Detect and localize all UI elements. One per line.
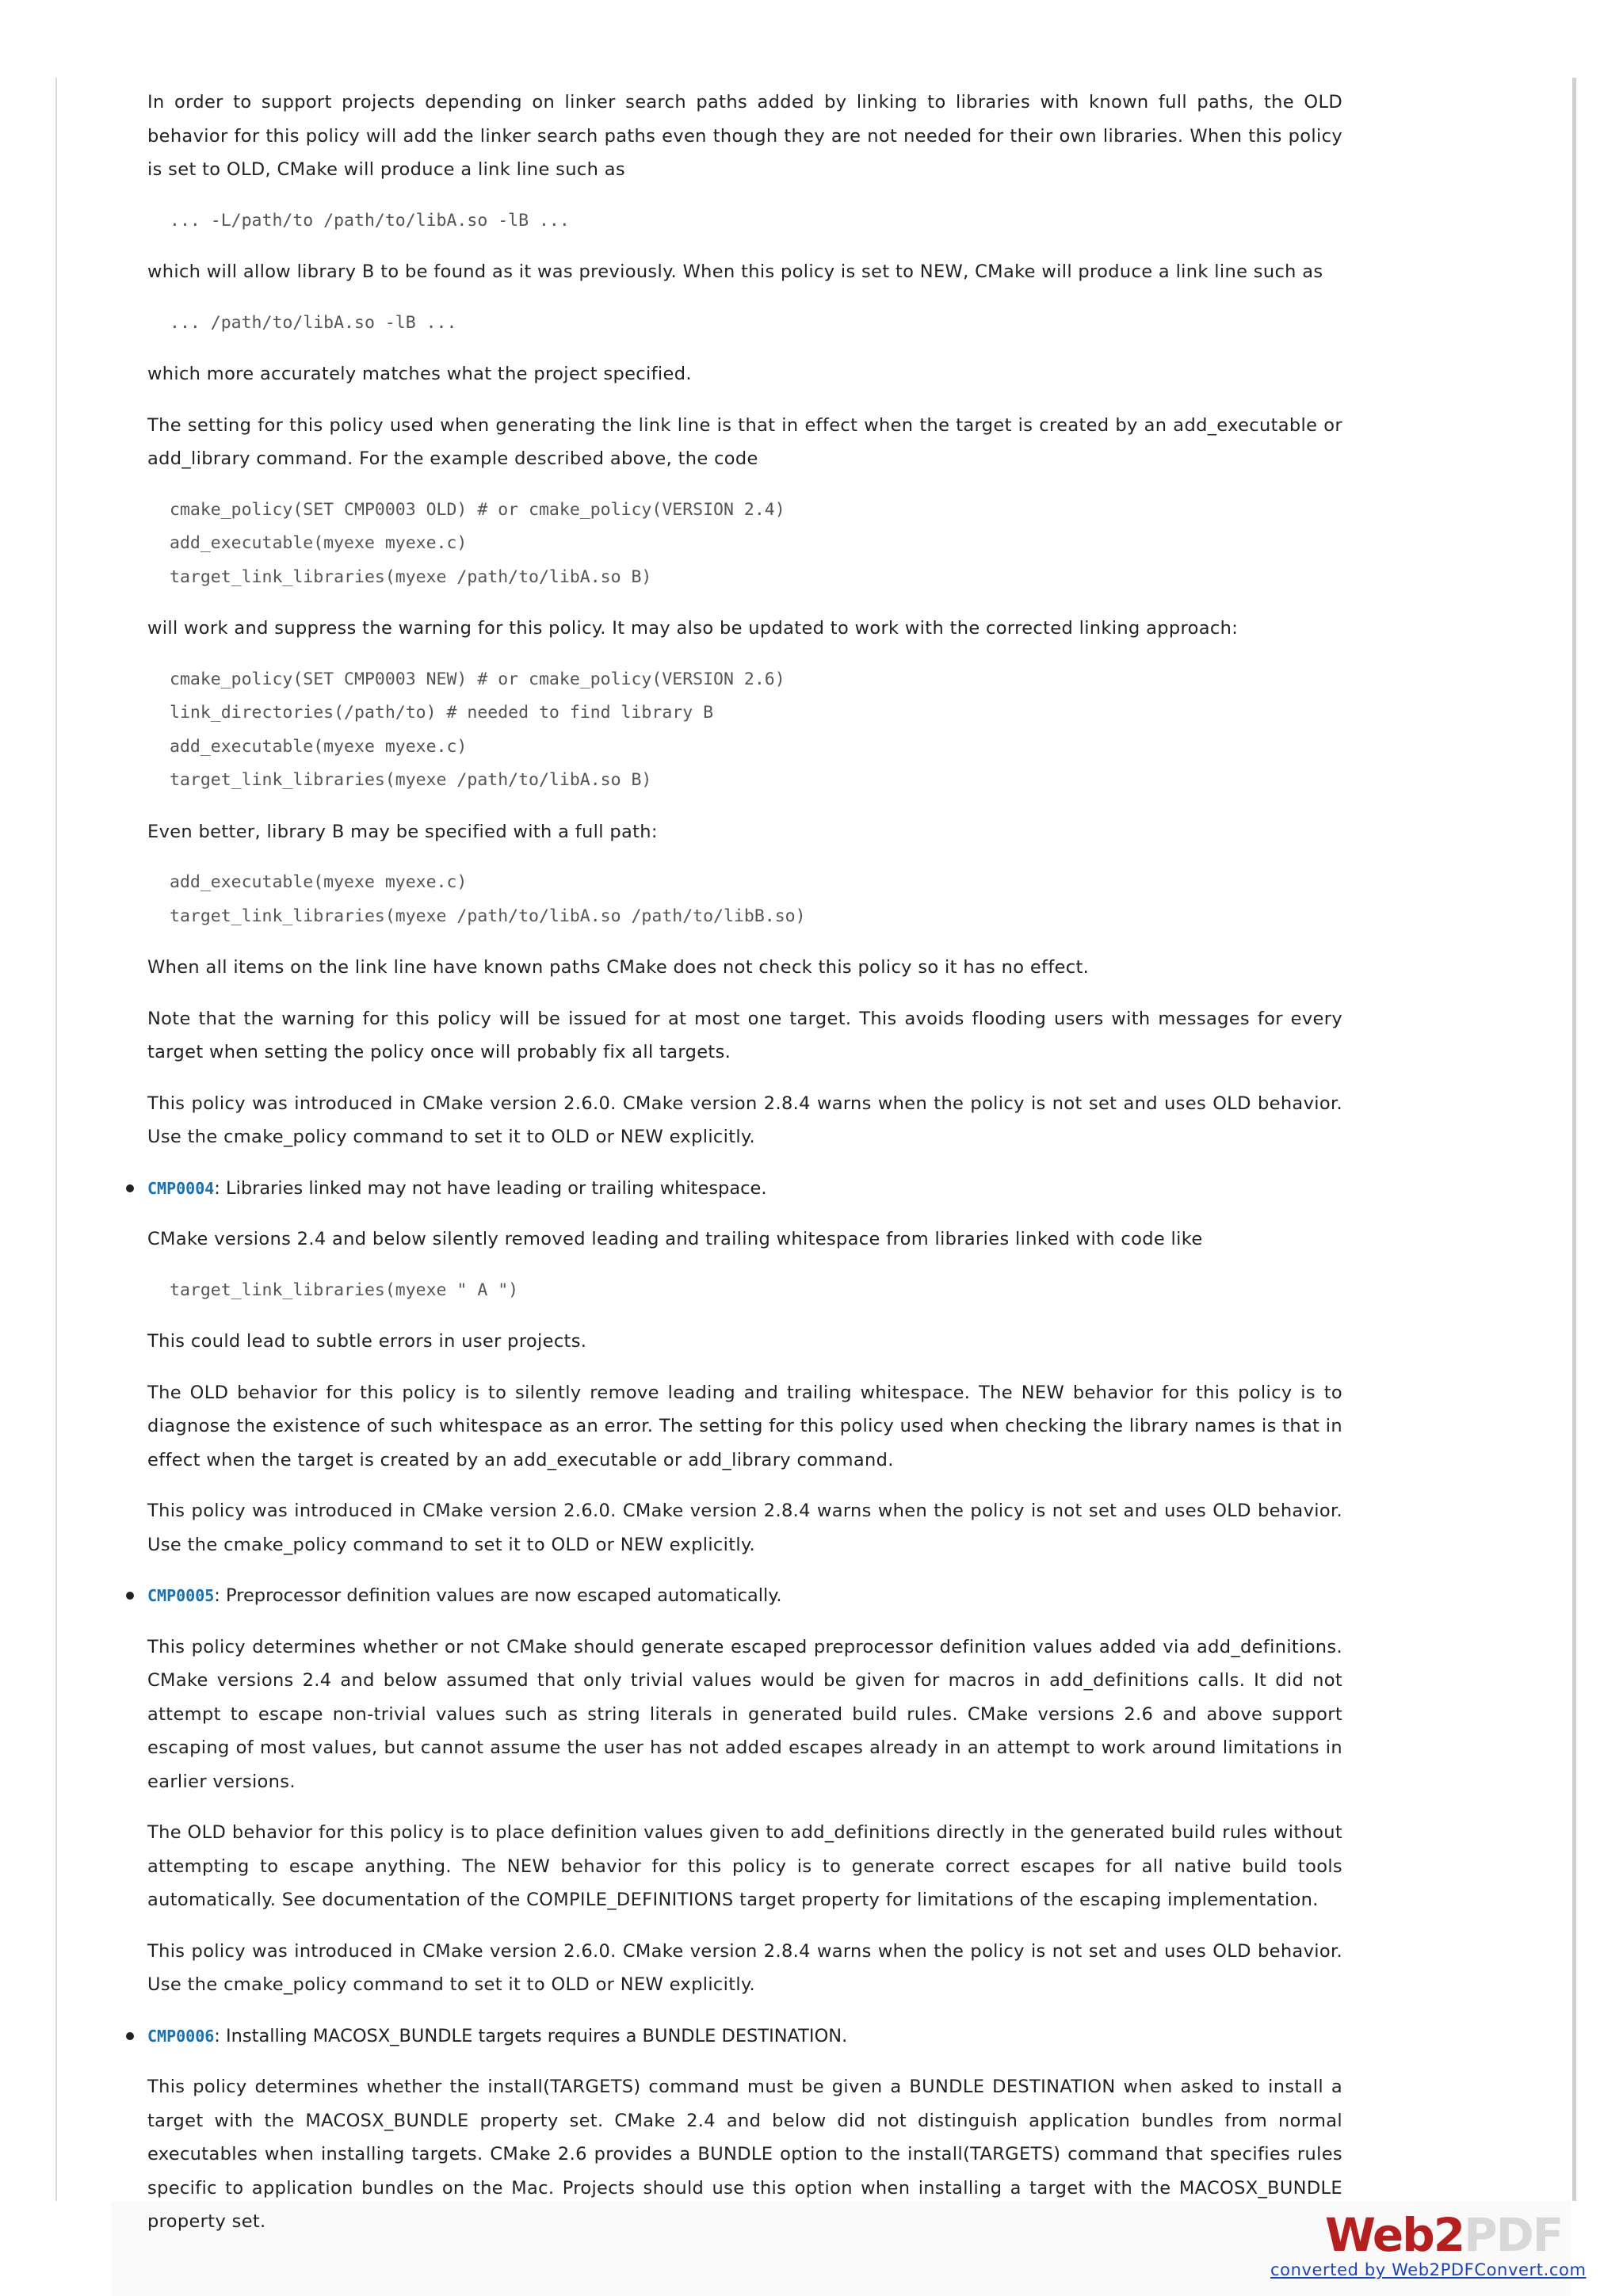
- document-content: [147, 86, 1342, 2256]
- policy-item-cmp0004: [147, 1172, 1342, 1206]
- converted-by-link[interactable]: converted by Web2PDFConvert.com: [1270, 2260, 1587, 2279]
- logo-web-text: Web: [1325, 2208, 1434, 2262]
- bullet-icon: [126, 2032, 134, 2040]
- code-block: add_executable(myexe myexe.c) target_link_libraries(myexe /path/to/libA.so /path/to/libB.so): [170, 872, 806, 926]
- logo-2-text: 2: [1433, 2208, 1465, 2262]
- code-block: ... -L/path/to /path/to/libA.so -lB ...: [170, 210, 570, 231]
- paragraph: This policy determines whether or not CMake should generate escaped preprocessor definition values added via add_definitions. CMake versions 2.4 and below assumed that only trivial values would be given for macros in add_definitions calls. It did not attempt to escape non-trivial values such as string literals in generated build rules. CMake versions 2.6 and above support escaping of most values, but cannot assume the user has not added escapes already in an attempt to work around limitations in earlier versions.: [147, 1636, 1342, 1792]
- policy-summary: : Installing MACOSX_BUNDLE targets requires a BUNDLE DESTINATION.: [214, 2025, 848, 2046]
- paragraph: When all items on the link line have known paths CMake does not check this policy so it has no effect.: [147, 957, 1090, 978]
- logo-pdf-text: PDF: [1464, 2208, 1563, 2262]
- policy-summary: : Preprocessor definition values are now escaped automatically.: [214, 1585, 782, 1606]
- paragraph: Note that the warning for this policy will be issued for at most one target. This avoids flooding users with messages for every target when setting the policy once will probably fix all targets.: [147, 1008, 1342, 1062]
- code-block: cmake_policy(SET CMP0003 OLD) # or cmake_policy(VERSION 2.4) add_executable(myexe myexe.c) target_link_libraries(myexe /path/to/libA.so B): [170, 499, 785, 587]
- bullet-icon: [126, 1184, 134, 1192]
- policy-link-cmp0006[interactable]: CMP0006: [147, 2026, 215, 2046]
- policy-summary: : Libraries linked may not have leading or trailing whitespace.: [214, 1177, 767, 1199]
- paragraph: The OLD behavior for this policy is to silently remove leading and trailing whitespace. The NEW behavior for this policy is to diagnose the existence of such whitespace as an error. The setting for this policy used when checking the library names is that in effect when the target is created by an add_executable or add_library command.: [147, 1382, 1342, 1470]
- paragraph: This policy was introduced in CMake version 2.6.0. CMake version 2.8.4 warns when the policy is not set and uses OLD behavior. Use the cmake_policy command to set it to OLD or NEW explicitly.: [147, 1501, 1342, 1555]
- paragraph: This policy was introduced in CMake version 2.6.0. CMake version 2.8.4 warns when the policy is not set and uses OLD behavior. Use the cmake_policy command to set it to OLD or NEW explicitly.: [147, 1940, 1342, 1995]
- bullet-icon: [126, 1592, 134, 1600]
- policy-link-cmp0004[interactable]: CMP0004: [147, 1178, 215, 1198]
- paragraph: In order to support projects depending on linker search paths added by linking to libraries with known full paths, the OLD behavior for this policy will add the linker search paths even though they are not needed for their own libraries. When this policy is set to OLD, CMake will produce a link line such as: [147, 92, 1342, 180]
- paragraph: This policy was introduced in CMake version 2.6.0. CMake version 2.8.4 warns when the policy is not set and uses OLD behavior. Use the cmake_policy command to set it to OLD or NEW explicitly.: [147, 1093, 1342, 1147]
- paragraph: This could lead to subtle errors in user projects.: [147, 1331, 587, 1352]
- paragraph: CMake versions 2.4 and below silently removed leading and trailing whitespace from libraries linked with code like: [147, 1229, 1203, 1249]
- paragraph: which more accurately matches what the project specified.: [147, 364, 692, 384]
- paragraph: will work and suppress the warning for this policy. It may also be updated to work with the corrected linking approach:: [147, 618, 1239, 639]
- policy-item-cmp0006: [147, 2019, 1342, 2054]
- paragraph: Even better, library B may be specified with a full path:: [147, 821, 658, 842]
- paragraph: This policy determines whether the install(TARGETS) command must be given a BUNDLE DESTINATION when asked to install a target with the MACOSX_BUNDLE property set. CMake 2.4 and below did not distinguish application bundles from normal executables when installing targets. CMake 2.6 provides a BUNDLE option to the install(TARGETS) command that specifies rules specific to application bundles on the Mac. Projects should use this option when installing a target with the MACOSX_BUNDLE property set.: [147, 2077, 1342, 2232]
- paragraph: which will allow library B to be found as it was previously. When this policy is set to NEW, CMake will produce a link line such as: [147, 261, 1323, 282]
- paragraph: The setting for this policy used when generating the link line is that in effect when the target is created by an add_executable or add_library command. For the example described above, the code: [147, 414, 1342, 469]
- policy-link-cmp0005[interactable]: CMP0005: [147, 1586, 215, 1605]
- code-block: target_link_libraries(myexe " A "): [170, 1280, 519, 1300]
- code-block: cmake_policy(SET CMP0003 NEW) # or cmake_policy(VERSION 2.6) link_directories(/path/to) # needed to find library B add_executable(myexe myexe.c) target_link_libraries(myexe /path/to/libA.so B): [170, 669, 785, 790]
- policy-item-cmp0005: [147, 1579, 1342, 1613]
- web2pdf-logo: [1325, 2208, 1563, 2262]
- paragraph: The OLD behavior for this policy is to place definition values given to add_definitions directly in the generated build rules without attempting to escape anything. The NEW behavior for this policy is to generate correct escapes for all native build tools automatically. See documentation of the COMPILE_DEFINITIONS target property for limitations of the escaping implementation.: [147, 1822, 1342, 1910]
- code-block: ... /path/to/libA.so -lB ...: [170, 312, 457, 333]
